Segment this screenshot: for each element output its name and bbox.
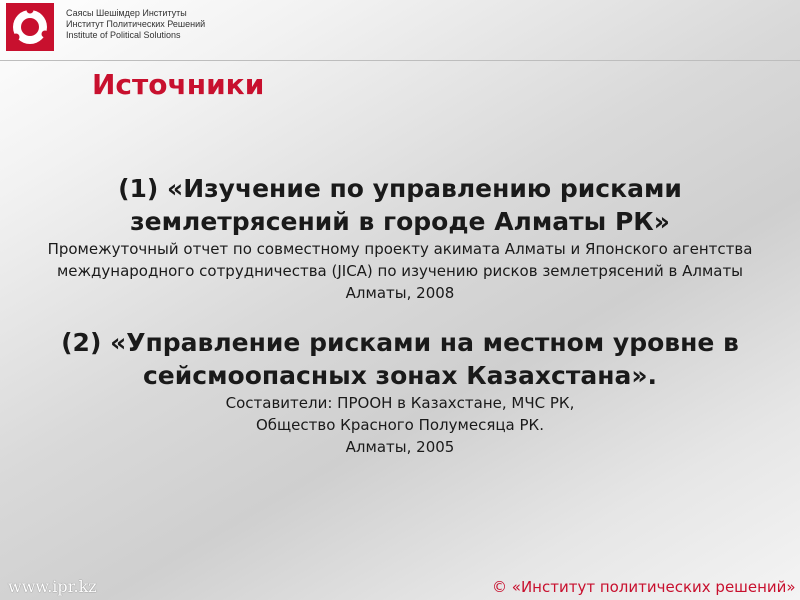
header-divider (0, 60, 800, 61)
reference-2-compilers-continued: Общество Красного Полумесяца РК. (256, 416, 544, 434)
reference-2-title: (2) «Управление рисками на местном уровне в сейсмоопасных зонах Казахстана». (61, 328, 739, 390)
reference-item-2 (40, 326, 760, 458)
copyright-notice: © «Институт политических решений» (492, 578, 796, 596)
ips-logo-icon (6, 3, 54, 51)
website-link[interactable]: www.ipr.kz (8, 577, 97, 596)
organization-names (66, 8, 205, 41)
reference-2-place-year: Алматы, 2005 (345, 438, 455, 456)
reference-1-description: Промежуточный отчет по совместному проекту акимата Алматы и Японского агентства международного сотрудничества (JICA) по изучению рисков землетрясений в Алматы (47, 240, 753, 280)
org-name-english: Institute of Political Solutions (66, 30, 181, 40)
reference-1-place-year: Алматы, 2008 (345, 284, 455, 302)
org-name-russian: Институт Политических Решений (66, 19, 206, 29)
reference-item-1 (40, 172, 760, 304)
slide-title: Источники (92, 68, 265, 101)
org-name-kazakh: Саясы Шешімдер Институты (66, 8, 187, 18)
references-list (40, 172, 760, 458)
reference-1-title: (1) «Изучение по управлению рисками землетрясений в городе Алматы РК» (118, 174, 682, 236)
reference-2-compilers: Составители: ПРООН в Казахстане, МЧС РК, (225, 394, 575, 412)
